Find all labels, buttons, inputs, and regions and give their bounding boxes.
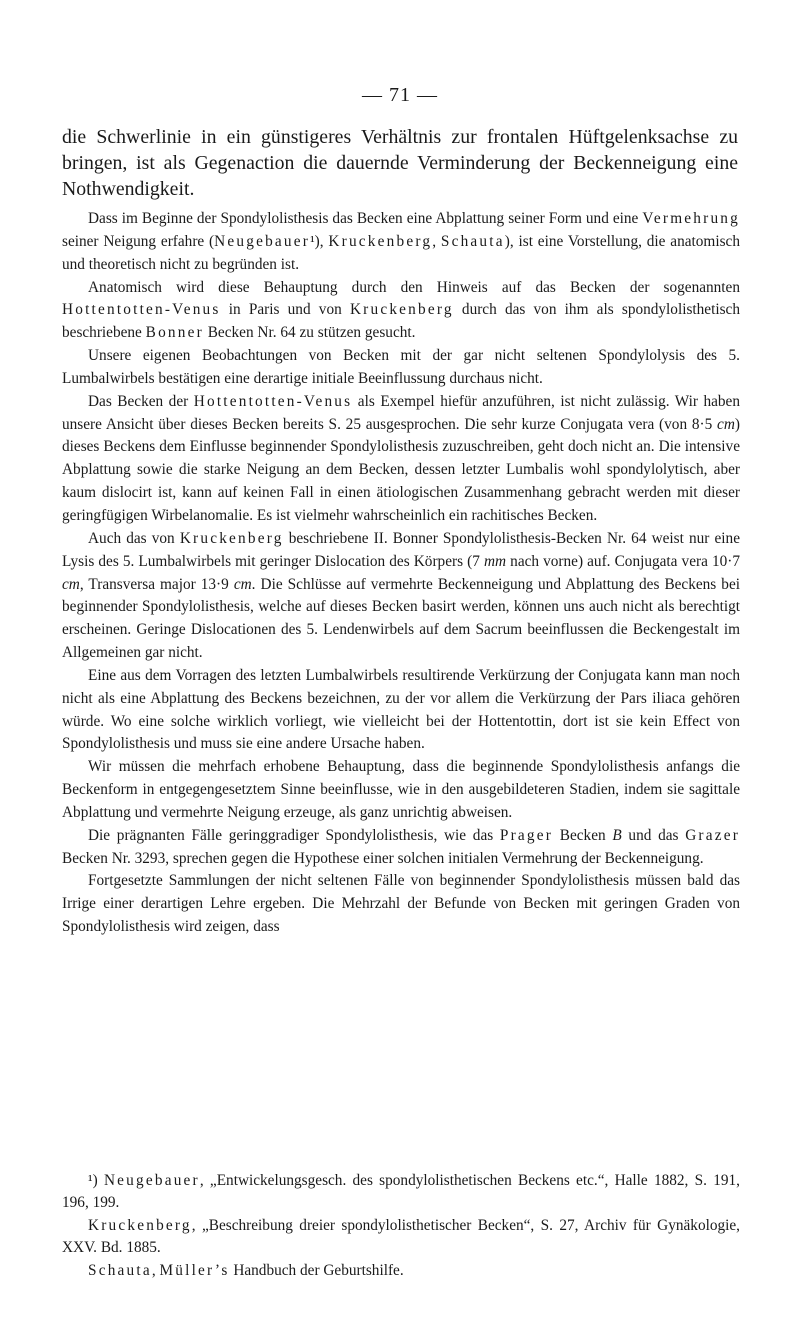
paragraph-5: Auch das von Kruckenberg beschriebene II. Bonner Spondylolisthesis-Becken Nr. 64 weist nur eine Lysis des 5. Lumbalwirbels mit geringer Dislocation des Körpers (7 mm nach vorne) auf. Conjugata vera 10·7 cm, Transversa major 13·9 cm. Die Schlüsse auf vermehrte Beckenneigung und Abplattung des Beckens bei beginnender Spondylolisthesis, welche auf dieses Becken basirt werden, können uns auch nicht als berechtigt erscheinen. Geringe Dislocationen des 5. Lendenwirbels auf dem Sacrum beeinflussen die Beckengestalt im Allgemeinen gar nicht. (62, 529, 741, 662)
paragraph-9: Fortgesetzte Sammlungen der nicht seltenen Fälle von beginnender Spondylolisthesis müssen bald das Irrige einer derartigen Lehre ergeben. Die Mehrzahl der Befunde von Becken mit geringen Graden von Spondylolisthesis wird zeigen, dass (62, 872, 740, 936)
main-text (62, 208, 740, 939)
paragraph-7: Wir müssen die mehrfach erhobene Behauptung, dass die beginnende Spondylolisthesis anfangs die Beckenform in entgegengesetztem Sinne beeinflusse, wie in den ausgebildeteren Stadien, indem sie sagittale Abplattung und vermehrte Neigung erzeuge, als ganz unrichtig abweisen. (62, 758, 740, 821)
author-name: Kruckenberg (179, 529, 284, 547)
unit: mm (483, 552, 507, 570)
paragraph-3: Unsere eigenen Beobachtungen von Becken mit der gar nicht seltenen Spondylolysis des 5. Lumbalwirbels bestätigen eine derartige initiale Beeinflussung durchaus nicht. (62, 347, 740, 387)
author-name: Müller’s (159, 1261, 230, 1279)
paragraph-8: Die prägnanten Fälle geringgradiger Spondylolisthesis, wie das Prager Becken B und das Grazer Becken Nr. 3293, sprechen gegen die Hypothese einer solchen initialen Vermehrung der Beckenneigung. (62, 826, 740, 867)
emphasis: Hottentotten-Venus (193, 392, 353, 410)
emphasis: Grazer (685, 826, 740, 844)
emphasis: Prager (499, 826, 554, 844)
author-name: Kruckenberg (328, 232, 433, 250)
footnotes (62, 1170, 740, 1282)
author-name: Kruckenberg (349, 301, 454, 319)
page-number: — 71 — (362, 84, 438, 106)
emphasis: Vermehrung (642, 210, 740, 227)
footnote-3: Schauta, Müller’s Handbuch der Geburtshilfe. (88, 1261, 404, 1279)
footnote-2: Kruckenberg, „Beschreibung dreier spondylolisthetischer Becken“, S. 27, Archiv für Gynäkologie, XXV. Bd. 1885. (62, 1216, 740, 1257)
author-name: Schauta (440, 232, 505, 250)
paragraph-4: Das Becken der Hottentotten-Venus als Exempel hiefür anzuführen, ist nicht zulässig. Wir haben unsere Ansicht über dieses Becken bereits S. 25 ausgesprochen. Die sehr kurze Conjugata vera (von 8·5 cm) dieses Beckens dem Einflusse beginnender Spondylolisthesis zuzuschreiben, geht doch nicht an. Die intensive Abplattung sowie die starke Neigung an dem Becken, dessen letzter Lumbalis wohl spondylolytisch, aber kaum dislocirt ist, kann auf keinen Fall in einen ätiologischen Zusammenhang gebracht werden mit dieser geringfügigen Wirbelanomalie. Es ist vielmehr wahrscheinlich ein rachitisches Becken. (62, 392, 740, 524)
emphasis: Hottentotten-Venus (62, 301, 221, 319)
author-name: Kruckenberg (88, 1216, 192, 1234)
footnote-1: ¹) Neugebauer, „Entwickelungsgesch. des spondylolisthetischen Beckens etc.“, Halle 1882, S. 191, 196, 199. (62, 1172, 740, 1212)
author-name: Neugebauer (103, 1172, 200, 1189)
unit: cm (717, 415, 735, 433)
author-name: Schauta (88, 1261, 152, 1279)
paragraph-6: Eine aus dem Vorragen des letzten Lumbalwirbels resultirende Verkürzung der Conjugata kann man noch nicht als eine Abplattung des Beckens bezeichnen, zu der vor allem die Verkürzung der Pars iliaca gehören würde. Wo eine solche wirklich vorliegt, wie vielleicht bei der Hottentottin, dort ist sie kein Effect von Spondylolisthesis und muss sie eine andere Ursache haben. (62, 666, 740, 753)
paragraph-1: Dass im Beginne der Spondylolisthesis das Becken eine Abplattung seiner Form und eine Vermehrung seiner Neigung erfahre (Neugebauer¹), Kruckenberg, Schauta), ist eine Vorstellung, die anatomisch und theoretisch nicht zu begründen ist. (62, 210, 740, 273)
emphasis: B (612, 826, 622, 844)
unit: cm (233, 575, 252, 593)
emphasis: Bonner (145, 324, 204, 342)
unit: cm (62, 575, 80, 593)
author-name: Neugebauer (214, 232, 311, 250)
paragraph-2: Anatomisch wird diese Behauptung durch den Hinweis auf das Becken der sogenannten Hottentotten-Venus in Paris und von Kruckenberg durch das von ihm als spondylolisthetisch beschriebene Bonner Becken Nr. 64 zu stützen gesucht. (62, 278, 740, 342)
intro-paragraph: die Schwerlinie in ein günstigeres Verhältnis zur frontalen Hüftgelenksachse zu bringen, ist als Gegenaction die dauernde Verminderung der Beckenneigung eine Nothwendigkeit. (62, 126, 738, 200)
